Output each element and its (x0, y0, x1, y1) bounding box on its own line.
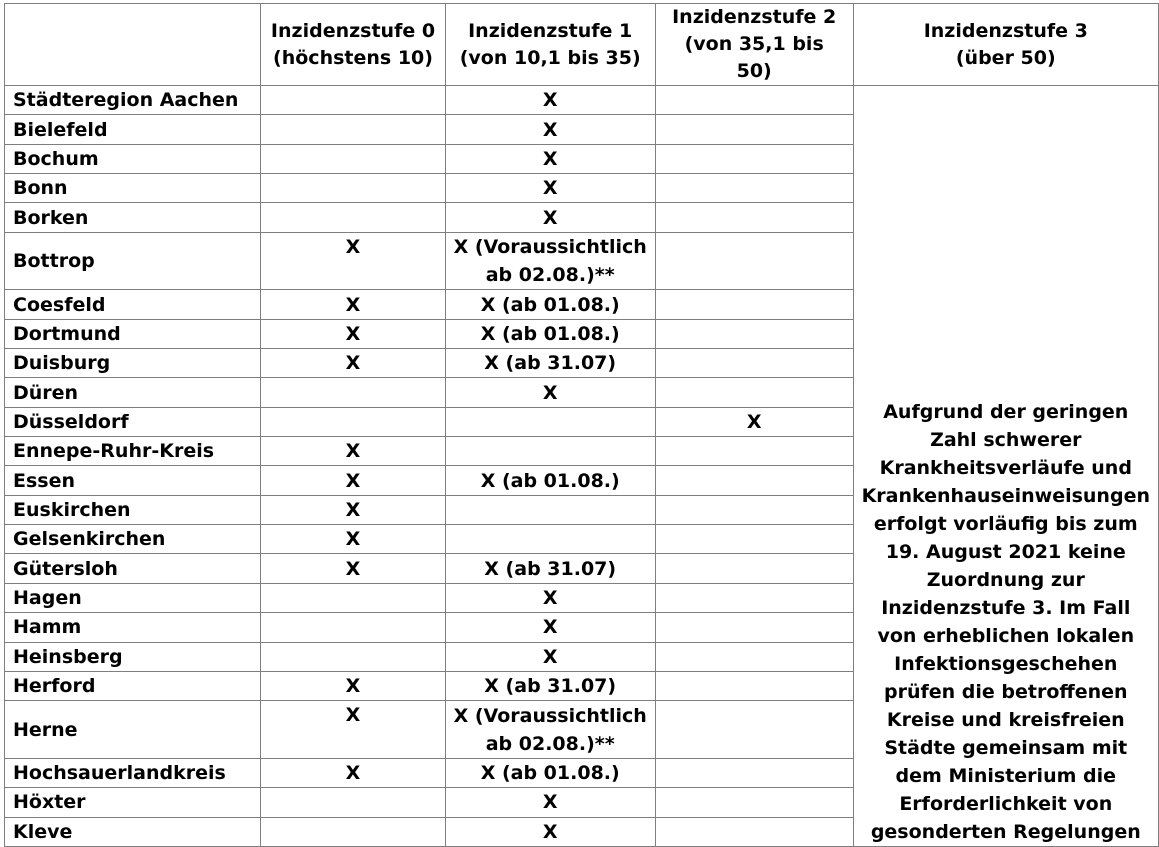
stage-1-text-line-1: X (Voraussichtlich (453, 236, 647, 259)
stage-2-cell (655, 144, 853, 173)
region-name-cell: Höxter (5, 788, 261, 817)
stage-3-note-line: prüfen die betroffenen (883, 681, 1128, 703)
stage-2-cell (655, 349, 853, 378)
stage-1-cell: X (ab 01.08.) (445, 290, 655, 319)
header-stage-0-title: Inzidenzstufe 0 (270, 19, 436, 42)
stage-0-cell: X (261, 466, 445, 495)
stage-0-cell (261, 115, 445, 144)
stage-1-cell: X (ab 31.07) (445, 671, 655, 700)
stage-0-cell (261, 613, 445, 642)
stage-3-note-line: gesonderten Regelungen (870, 821, 1141, 843)
stage-0-cell: X (261, 701, 445, 759)
header-cell-region (5, 4, 261, 86)
stage-2-cell (655, 554, 853, 583)
region-name-cell: Herford (5, 671, 261, 700)
stage-3-note-line: Kreise und kreisfreien (886, 709, 1125, 731)
stage-0-cell: X (261, 290, 445, 319)
stage-0-cell: X (261, 554, 445, 583)
stage-2-cell: X (655, 407, 853, 436)
header-stage-2-title: Inzidenzstufe 2 (672, 6, 837, 28)
stage-3-note-line: 19. August 2021 keine (885, 541, 1126, 563)
region-name-cell: Gelsenkirchen (5, 525, 261, 554)
region-name-cell: Dortmund (5, 319, 261, 348)
region-name-cell: Hagen (5, 583, 261, 612)
stage-1-cell: X (445, 817, 655, 846)
table-body (5, 86, 1159, 847)
stage-0-cell (261, 203, 445, 232)
header-row (5, 4, 1159, 86)
header-stage-2-range: (von 35,1 bis 50) (684, 33, 824, 82)
stage-1-cell: X (445, 642, 655, 671)
stage-3-note-line: Zahl schwerer (930, 429, 1082, 451)
stage-3-note-line: Krankenhauseinweisungen (861, 485, 1150, 507)
stage-1-cell: X (445, 86, 655, 115)
stage-1-text-line-1: X (Voraussichtlich (453, 704, 647, 727)
region-name-cell: Hamm (5, 613, 261, 642)
stage-1-cell: X (445, 115, 655, 144)
stage-0-cell: X (261, 349, 445, 378)
stage-1-cell (445, 495, 655, 524)
stage-3-note-line: Krankheitsverläufe und (879, 457, 1132, 479)
header-cell-stage-0 (261, 4, 445, 86)
stage-2-cell (655, 583, 853, 612)
stage-0-cell (261, 817, 445, 846)
region-name-cell: Duisburg (5, 349, 261, 378)
region-name-cell: Ennepe-Ruhr-Kreis (5, 437, 261, 466)
stage-2-cell (655, 525, 853, 554)
stage-2-cell (655, 466, 853, 495)
stage-3-note-line: Städte gemeinsam mit (884, 737, 1128, 759)
stage-0-cell: X (261, 495, 445, 524)
stage-0-cell: X (261, 525, 445, 554)
header-stage-3-title: Inzidenzstufe 3 (923, 19, 1088, 42)
region-name-cell: Städteregion Aachen (5, 86, 261, 115)
stage-2-cell (655, 378, 853, 407)
header-stage-0-range: (höchstens 10) (273, 46, 433, 69)
stage-3-note-line: Zuordnung zur (926, 569, 1085, 591)
region-name-cell: Gütersloh (5, 554, 261, 583)
region-name-cell: Kleve (5, 817, 261, 846)
stage-2-cell (655, 817, 853, 846)
stage-3-note-line: Aufgrund der geringen (883, 401, 1129, 423)
stage-2-cell (655, 758, 853, 787)
stage-1-cell: X (445, 174, 655, 203)
stage-0-cell (261, 407, 445, 436)
stage-1-cell: X (445, 583, 655, 612)
incidence-table (4, 3, 1159, 847)
stage-2-cell (655, 86, 853, 115)
stage-1-cell: X (445, 613, 655, 642)
header-cell-stage-3 (853, 4, 1158, 86)
stage-1-text-line-2: ab 02.08.)** (485, 732, 615, 755)
stage-2-cell (655, 788, 853, 817)
stage-3-note-line: dem Ministerium die (895, 765, 1117, 787)
header-stage-1-title: Inzidenzstufe 1 (468, 19, 633, 42)
region-name-cell: Coesfeld (5, 290, 261, 319)
stage-1-cell: X (445, 203, 655, 232)
region-name-cell: Borken (5, 203, 261, 232)
stage-0-cell (261, 144, 445, 173)
stage-0-cell (261, 583, 445, 612)
stage-0-cell: X (261, 671, 445, 700)
stage-0-cell: X (261, 319, 445, 348)
stage-0-cell (261, 642, 445, 671)
region-name-cell: Essen (5, 466, 261, 495)
region-name-cell: Heinsberg (5, 642, 261, 671)
header-cell-stage-1 (445, 4, 655, 86)
region-name-cell: Bonn (5, 174, 261, 203)
stage-1-cell: X (445, 788, 655, 817)
stage-1-cell: X (ab 01.08.) (445, 319, 655, 348)
stage-1-cell: X (445, 144, 655, 173)
stage-3-note-line: erfolgt vorläufig bis zum (873, 513, 1138, 535)
stage-2-cell (655, 232, 853, 290)
incidence-table-container (4, 3, 1159, 847)
stage-0-cell (261, 174, 445, 203)
stage-2-cell (655, 203, 853, 232)
stage-1-cell: X (ab 31.07) (445, 554, 655, 583)
region-name-cell: Hochsauerlandkreis (5, 758, 261, 787)
stage-2-cell (655, 701, 853, 759)
region-name-cell: Bielefeld (5, 115, 261, 144)
stage-0-cell (261, 788, 445, 817)
stage-2-cell (655, 290, 853, 319)
stage-0-cell (261, 86, 445, 115)
region-name-cell: Bochum (5, 144, 261, 173)
region-name-cell: Herne (5, 701, 261, 759)
stage-1-cell: X (ab 01.08.) (445, 758, 655, 787)
stage-3-note-line: Infektionsgeschehen (894, 653, 1118, 675)
stage-1-cell (445, 407, 655, 436)
stage-0-cell: X (261, 437, 445, 466)
stage-3-note-line: von erheblichen lokalen (877, 625, 1135, 647)
stage-0-cell: X (261, 758, 445, 787)
stage-0-cell (261, 378, 445, 407)
stage-2-cell (655, 174, 853, 203)
stage-3-note-cell (853, 86, 1158, 847)
stage-2-cell (655, 642, 853, 671)
stage-2-cell (655, 115, 853, 144)
region-name-cell: Euskirchen (5, 495, 261, 524)
stage-2-cell (655, 495, 853, 524)
stage-1-cell: X (ab 31.07) (445, 349, 655, 378)
stage-1-cell (445, 437, 655, 466)
stage-1-cell: X (ab 01.08.) (445, 466, 655, 495)
stage-1-text-line-2: ab 02.08.)** (485, 264, 615, 287)
stage-0-cell: X (261, 232, 445, 290)
stage-3-note-line: Erforderlichkeit von (899, 793, 1113, 815)
stage-3-note-line: Inzidenzstufe 3. Im Fall (881, 597, 1131, 619)
region-name-cell: Düsseldorf (5, 407, 261, 436)
region-name-cell: Düren (5, 378, 261, 407)
stage-1-cell (445, 525, 655, 554)
stage-1-cell (445, 701, 655, 759)
stage-2-cell (655, 437, 853, 466)
table-row (5, 86, 1159, 115)
stage-2-cell (655, 613, 853, 642)
region-name-cell: Bottrop (5, 232, 261, 290)
stage-1-cell (445, 232, 655, 290)
header-stage-1-range: (von 10,1 bis 35) (459, 46, 641, 69)
stage-1-cell: X (445, 378, 655, 407)
header-stage-3-range: (über 50) (955, 46, 1056, 69)
stage-2-cell (655, 319, 853, 348)
stage-2-cell (655, 671, 853, 700)
header-cell-stage-2 (655, 4, 853, 86)
